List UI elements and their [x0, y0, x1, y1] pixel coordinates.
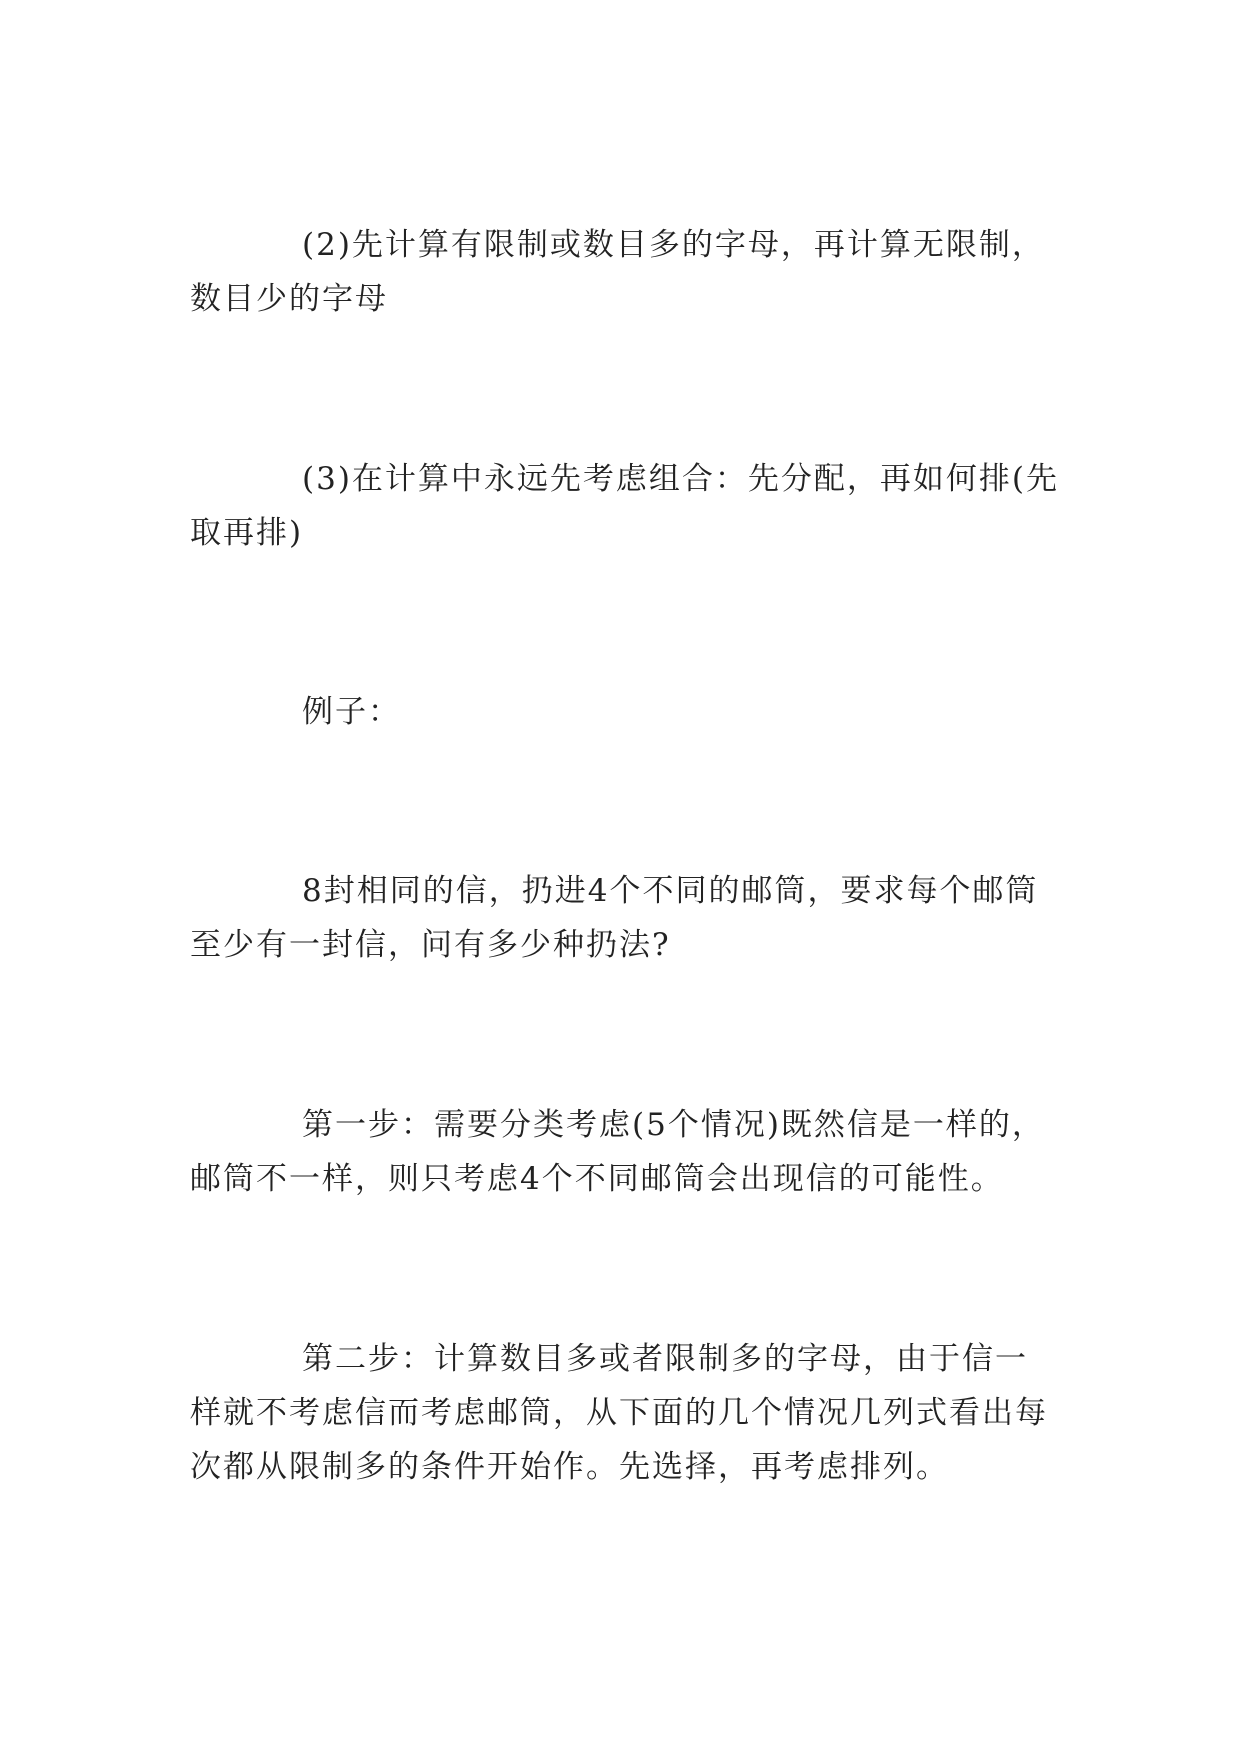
- paragraph-rule-3: (3)在计算中永远先考虑组合：先分配，再如何排(先取再排): [190, 461, 1060, 551]
- paragraph-step-one: 第一步：需要分类考虑(5个情况)既然信是一样的，邮筒不一样，则只考虑4个不同邮筒会出现信的可能性。: [190, 1107, 1045, 1197]
- paragraph-rule-2: (2)先计算有限制或数目多的字母，再计算无限制，数目少的字母: [190, 227, 1045, 317]
- paragraph-example-question: 8封相同的信，扔进4个不同的邮筒，要求每个邮筒至少有一封信，问有多少种扔法?: [190, 873, 1039, 963]
- paragraph-example-heading: 例子：: [302, 694, 401, 730]
- paragraph-step-two: 第二步：计算数目多或者限制多的字母，由于信一样就不考虑信而考虑邮筒，从下面的几个情况几列式看出每次都从限制多的条件开始作。先选择，再考虑排列。: [190, 1341, 1048, 1485]
